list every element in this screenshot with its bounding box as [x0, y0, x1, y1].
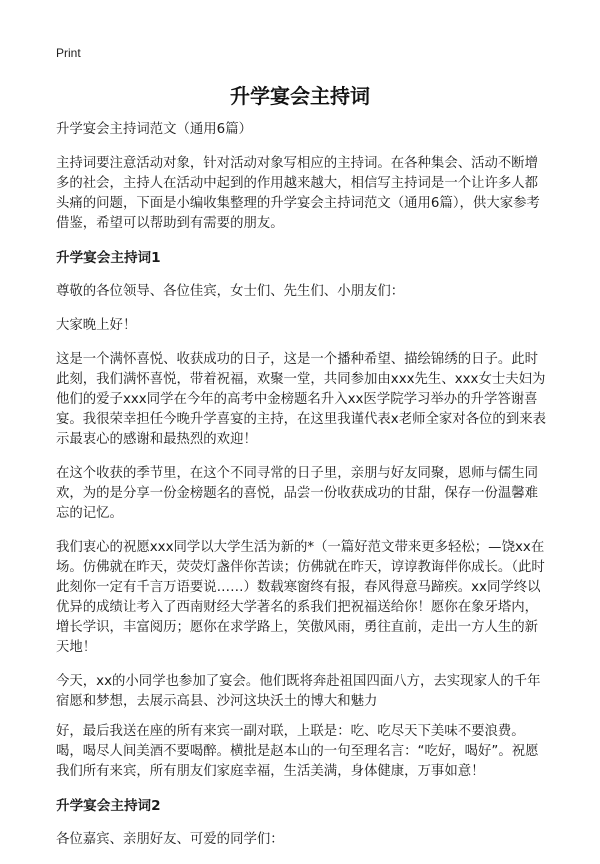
section1-paragraph-5: 我们衷心的祝愿xxx同学以大学生活为新的*（一篇好范文带来更多轻松；—饶xx在场。仿佛就在昨天，荧荧灯盏伴你苦读；仿佛就在昨天，谆谆教诲伴你成长。（此时此刻你一定有千言万语要说……）数载寒窗终有报，春风得意马蹄疾。xx同学终以优异的成绩让考入了西南财经大学著名的系我们把祝福送给你！愿你在象牙塔内，增长学识，丰富阅历；愿你在求学路上，笑傲风雨，勇往直前，走出一方人生的新天地！ [56, 540, 545, 655]
document-subtitle: 升学宴会主持词范文（通用6篇） [56, 122, 252, 137]
section-heading-2: 升学宴会主持词2 [56, 798, 161, 814]
print-link[interactable]: Print [56, 46, 81, 60]
section1-paragraph-2: 大家晚上好！ [56, 318, 137, 333]
intro-paragraph: 主持词要注意活动对象，针对活动对象写相应的主持词。在各种集会、活动不断增多的社会，主持人在活动中起到的作用越来越大，相信写主持词是一个让许多人都头痛的问题，下面是小编收集整理的升学宴会主持词范文（通用6篇），供大家参考借鉴，希望可以帮助到有需要的朋友。 [56, 156, 540, 231]
section1-paragraph-7: 好，最后我送在座的所有来宾一副对联，上联是：吃、吃尽天下美味不要浪费。喝，喝尽人间美酒不要喝醉。横批是赵本山的一句至理名言：“吃好，喝好”。祝愿我们所有来宾，所有朋友们家庭幸福，生活美满，身体健康，万事如意！ [56, 724, 539, 779]
section1-paragraph-3: 这是一个满怀喜悦、收获成功的日子，这是一个播种希望、描绘锦绣的日子。此时此刻，我们满怀喜悦，带着祝福，欢聚一堂，共同参加由xxx先生、xxx女士夫妇为他们的爱子xxx同学在今年的高考中金榜题名升入xx医学院学习举办的升学答谢喜宴。我很荣幸担任今晚升学喜宴的主持，在这里我谨代表x老师全家对各位的到来表示最衷心的感谢和最热烈的欢迎！ [56, 352, 546, 447]
section1-paragraph-1: 尊敬的各位领导、各位佳宾，女士们、先生们、小朋友们： [56, 284, 405, 299]
section1-paragraph-6: 今天，xx的小同学也参加了宴会。他们既将奔赴祖国四面八方，去实现家人的千年宿愿和梦想，去展示高县、沙河这块沃土的博大和魅力 [56, 674, 541, 709]
section-heading-1: 升学宴会主持词1 [56, 250, 161, 266]
page-title: 升学宴会主持词 [230, 84, 370, 108]
document-body [56, 120, 548, 864]
section2-paragraph-1: 各位嘉宾、亲朋好友、可爱的同学们： [56, 832, 284, 847]
section1-paragraph-4: 在这个收获的季节里，在这个不同寻常的日子里，亲朋与好友同聚，恩师与儒生同欢，为的是分享一份金榜题名的喜悦，品尝一份收获成功的甘甜，保存一份温馨难忘的记忆。 [56, 466, 539, 521]
